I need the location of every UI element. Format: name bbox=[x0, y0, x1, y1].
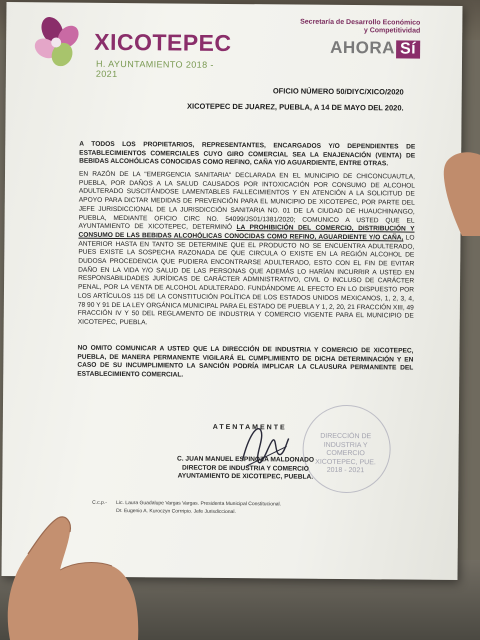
body-text-prohibition: LA PROHIBICIÓN DEL COMERCIO, DISTRIBUCIÓN Y CONSUMO DE LAS BEBIDAS ALCOHÓLICAS CONOCIDAS COMO REFINO, AGUARDIENTE Y/O CAÑA, bbox=[78, 224, 415, 242]
brand-subtitle: H. AYUNTAMIENTO 2018 - 2021 bbox=[95, 58, 214, 79]
body-paragraph bbox=[78, 171, 415, 331]
signer-name: C. JUAN MANUEL ESPINOZA MALDONADO bbox=[176, 455, 315, 464]
stamp-line-5: 2018 - 2021 bbox=[326, 466, 365, 475]
si-badge: Sí bbox=[396, 40, 420, 58]
body-text-after: LO ANTERIOR HASTA EN TANTO SE DETERMINE QUE EL PRODUCTO NO SE ENCUENTRA ADULTERADO, PUES EXISTE LA SOSPECHA RAZONADA DE QUE CIRCULA O EXISTE EN LA REGIÓN ALCOHOL DE DUDOSA PROCEDENCIA QUE PUDIERA ENCONTRARSE ADULTERADO, ESTO CON EL FIN DE EVITAR DAÑO EN LA VIDA Y/O SALUD DE LAS PERSONAS QUE ADEMÁS LO HARÍAN INCURRIR A USTED EN RESPONSABILIDADES JURÍDICAS DE CARÁCTER ADMINISTRATIVO, CIVIL O INCLUSO DE CARÁCTER PENAL, POR LA VENTA DE ALCOHOL ADULTERADO. FUNDÁNDOME AL EFECTO EN LO DISPUESTO POR LOS ARTÍCULOS 115 DE LA CONSTITUCIÓN POLÍTICA DE LOS ESTADOS UNIDOS MEXICANOS, 1, 2, 3, 4, 78 90 Y 91 DE LA LEY ORGÁNICA MUNICIPAL PARA EL ESTADO DE PUEBLA Y 1, 2, 20, 21 FRACCIÓN XIII, 49 FRACCIÓN IV Y 50 DEL REGLAMENTO DE INDUSTRIA Y COMERCIO VIGENTE PARA EL MUNICIPIO DE XICOTEPEC, PUEBLA. bbox=[77, 234, 415, 327]
flower-icon bbox=[30, 14, 88, 71]
closing-paragraph: NO OMITO COMUNICAR A USTED QUE LA DIRECCIÓN DE INDUSTRIA Y COMERCIO DE XICOTEPEC, PUEBLA, DE MANERA PERMANENTE VIGILARÁ EL CUMPLIMIENTO DE DICHA DETERMINACIÓN Y EN CASO DE SU INCUMPLIMIENTO LA SANCIÓN PODRÍA IMPLICAR LA CLAUSURA PERMANENTE DEL ESTABLECIMIENTO COMERCIAL. bbox=[77, 344, 414, 379]
atentamente-label: ATENTAMENTE bbox=[212, 423, 287, 432]
signer-org: AYUNTAMIENTO DE XICOTEPEC, PUEBLA. bbox=[177, 472, 314, 481]
ahora-wordmark bbox=[280, 37, 420, 58]
ahora-si-logo bbox=[280, 18, 420, 59]
place-date: XICOTEPEC DE JUAREZ, PUEBLA, A 14 DE MAYO DEL 2020. bbox=[186, 101, 404, 113]
ahora-text: AHORA bbox=[330, 37, 396, 58]
oficio-number: OFICIO NÚMERO 50/DIYC/XICO/2020 bbox=[272, 86, 404, 97]
holding-hand bbox=[0, 508, 150, 640]
document-sheet bbox=[2, 2, 463, 580]
addressee-paragraph: A TODOS LOS PROPIETARIOS, REPRESENTANTES, ENCARGADOS Y/O DEPENDIENTES DE ESTABLECIMIENTOS COMERCIALES CUYO GIRO COMERCIAL SEA LA ENAJENACIÓN (VENTA) DE BEBIDAS ALCOHÓLICAS CONOCIDAS COMO REFINO, CAÑA Y/O AGUARDIENTE, ENTRE OTRAS. bbox=[79, 140, 416, 168]
stamp-line-3: COMERCIO bbox=[326, 449, 365, 458]
ccp-recipients bbox=[116, 499, 356, 517]
stamp-line-4: XICOTEPEC, PUE. bbox=[315, 458, 376, 466]
ccp-label: C.c.p.- bbox=[92, 499, 107, 506]
brand-name: XICOTEPEC bbox=[94, 28, 232, 56]
xicotepec-logo bbox=[30, 14, 232, 79]
body-text-before: EN RAZÓN DE LA "EMERGENCIA SANITARIA" DECLARADA EN EL MUNICIPIO DE CHICONCUAUTLA, PUEBLA, POR DAÑOS A LA SALUD CAUSADOS POR INTOXICACIÓN POR CONSUMO DE ALCOHOL ADULTERADO SUSCITÁNDOSE LAMENTABLES FALLECIMIENTOS Y EN ATENCIÓN A LA SOLICITUD DE APOYO PARA DICTAR MEDIDAS DE PREVENCIÓN PARA EL MUNICIPIO DE XICOTEPEC, POR PARTE DEL JEFE JURISDICCIONAL DE LA JURISDICCIÓN SANITARIA NO. 01 DE LA CIUDAD DE HUAUCHINANGO, PUEBLA, MEDIANTE OFICIO CIRC NO. 54099/JS01/1381/2020; COMUNICO A USTED QUE EL AYUNTAMIENTO DE XICOTEPEC, DETERMINÓ bbox=[78, 170, 416, 232]
ccp-line-1: Lic. Laura Guadalupe Vargas Vargas. Presidenta Municipal Constitucional. bbox=[116, 499, 282, 508]
signer-block bbox=[160, 455, 330, 482]
signer-title: DIRECTOR DE INDUSTRIA Y COMERCIO bbox=[181, 464, 309, 473]
secretaria-line-2: y Competitividad bbox=[363, 27, 421, 35]
stamp-line-1: DIRECCIÓN DE bbox=[320, 432, 372, 441]
stamp-line-2: INDUSTRIA Y bbox=[323, 441, 368, 449]
thumb bbox=[432, 148, 480, 236]
ccp-line-2: Dr. Eugenio A. Kuroczyn Corrripio. Jefe Jurisdiccional. bbox=[116, 507, 236, 516]
secretaria-line-1: Secretaría de Desarrollo Económico bbox=[300, 18, 421, 27]
